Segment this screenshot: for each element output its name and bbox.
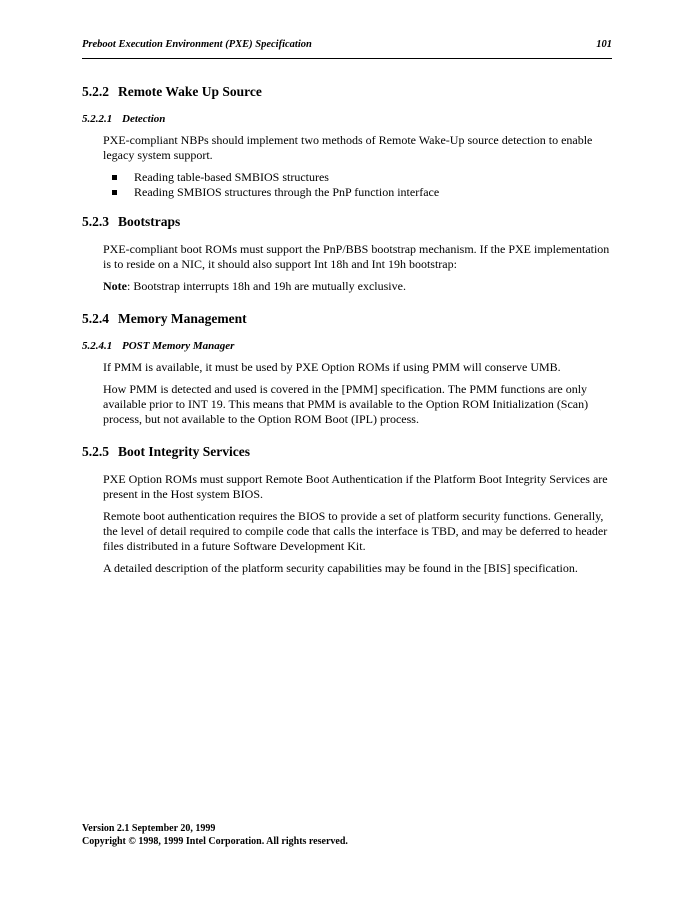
section-heading-5-2-4	[82, 311, 612, 327]
section-title: Boot Integrity Services	[118, 444, 250, 459]
note-paragraph	[103, 279, 612, 294]
header-title: Preboot Execution Environment (PXE) Specification	[82, 39, 312, 50]
list-item-text: Reading SMBIOS structures through the PnP function interface	[134, 185, 440, 199]
paragraph: How PMM is detected and used is covered in the [PMM] specification. The PMM functions are only available prior to INT 19. This means that PMM is available to the Option ROM Initialization (Scan) process, but not available to the Option ROM Boot (IPL) process.	[103, 382, 589, 426]
paragraph: A detailed description of the platform security capabilities may be found in the [BIS] specification.	[103, 561, 578, 575]
subsection-heading-5-2-2-1	[82, 112, 612, 126]
section-number: 5.2.2	[82, 84, 109, 99]
note-label: Note	[103, 279, 127, 293]
paragraph: PXE-compliant boot ROMs must support the PnP/BBS bootstrap mechanism. If the PXE implementation is to reside on a NIC, it should also support Int 18h and Int 19h bootstrap:	[103, 242, 610, 271]
list-item-text: Reading table-based SMBIOS structures	[134, 170, 329, 184]
footer-version: Version 2.1 September 20, 1999	[82, 823, 216, 834]
paragraph: If PMM is available, it must be used by PXE Option ROMs if using PMM will conserve UMB.	[103, 360, 561, 374]
section-title: Bootstraps	[118, 214, 181, 229]
section-heading-5-2-5	[82, 444, 612, 460]
note-text: : Bootstrap interrupts 18h and 19h are mutually exclusive.	[127, 279, 406, 293]
page-footer	[82, 822, 348, 848]
subsection-number: 5.2.4.1	[82, 340, 113, 352]
subsection-title: Detection	[122, 113, 166, 125]
paragraph: Remote boot authentication requires the BIOS to provide a set of platform security functions. Generally, the level of detail required to compile code that calls the interface is TBD, and may be deferred to header files distributed in a future Software Development Kit.	[103, 509, 608, 553]
list-item	[103, 170, 612, 185]
section-number: 5.2.4	[82, 311, 109, 326]
section-title: Remote Wake Up Source	[118, 84, 262, 99]
section-heading-5-2-3	[82, 214, 612, 230]
section-number: 5.2.3	[82, 214, 109, 229]
footer-copyright: Copyright © 1998, 1999 Intel Corporation. All rights reserved.	[82, 836, 348, 847]
section-body	[103, 472, 612, 576]
section-heading-5-2-2	[82, 84, 612, 100]
page-content	[82, 84, 612, 583]
section-number: 5.2.5	[82, 444, 109, 459]
bullet-list	[103, 170, 612, 200]
square-bullet-icon	[112, 190, 117, 195]
header-rule	[82, 58, 612, 59]
paragraph: PXE-compliant NBPs should implement two methods of Remote Wake-Up source detection to enable legacy system support.	[103, 133, 593, 162]
square-bullet-icon	[112, 175, 117, 180]
paragraph: PXE Option ROMs must support Remote Boot Authentication if the Platform Boot Integrity Services are present in the Host system BIOS.	[103, 472, 608, 501]
section-body	[103, 242, 612, 294]
list-item	[103, 185, 612, 200]
subsection-number: 5.2.2.1	[82, 113, 113, 125]
section-title: Memory Management	[118, 311, 247, 326]
subsection-title: POST Memory Manager	[122, 340, 235, 352]
page-number: 101	[596, 39, 612, 50]
section-body	[103, 360, 612, 427]
section-body	[103, 133, 612, 200]
subsection-heading-5-2-4-1	[82, 339, 612, 353]
